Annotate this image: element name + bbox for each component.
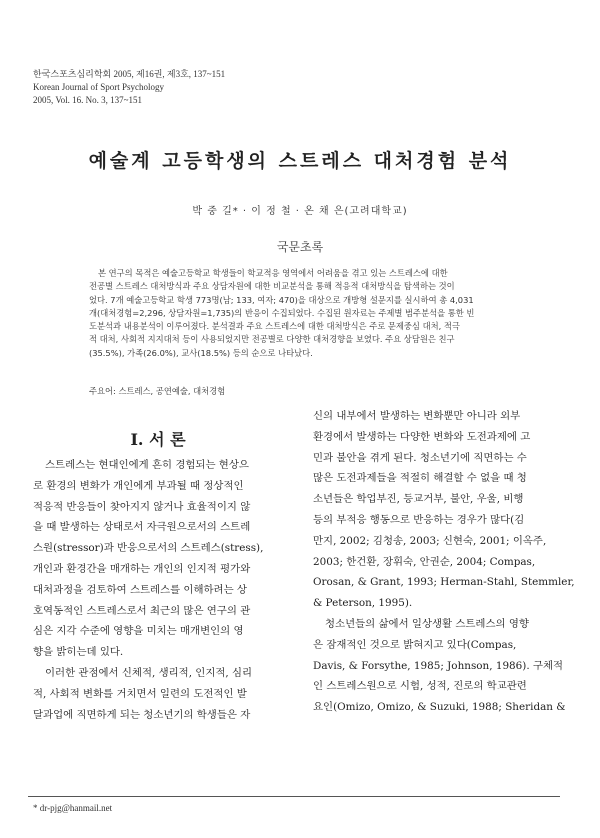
body-line: 환경에서 발생하는 다양한 변화와 도전과제에 고 [313,430,531,443]
body-line: 심은 지각 수준에 영향을 미치는 매개변인의 영 [33,625,244,638]
journal-header-english: Korean Journal of Sport Psychology [33,82,164,92]
body-line: 호역동적인 스트레스로서 최근의 많은 연구의 관 [33,604,251,617]
journal-header [33,68,225,107]
keywords: 주요어: 스트레스, 공연예술, 대처경험 [89,386,226,396]
body-line: 요인(Omizo, Omizo, & Suzuki, 1988; Sheridan & [313,701,566,714]
body-line: 대처과정을 검토하여 스트레스를 이해하려는 상 [33,583,247,596]
body-line: & Peterson, 1995). [313,597,413,610]
body-line: 인 스트레스원으로 시험, 성적, 진로의 학교관련 [313,680,527,693]
footnote-email: * dr-pjg@hanmail.net [33,803,113,813]
abstract-line: 개(대처경험=2,296, 상담자원=1,735)의 반응이 수집되었다. 수집된 원자료는 주제별 범주분석을 통한 빈 [89,307,475,318]
abstract-line: (35.5%), 가족(26.0%), 교사(18.5%) 등의 순으로 나타났다. [89,347,313,358]
body-line: 2003; 한건환, 장휘숙, 안권순, 2004; Compas, [313,555,536,568]
abstract-line: 었다. 7개 예술고등학교 학생 773명(남; 133, 여자; 470)을 대상으로 개방형 설문지를 실시하여 총 4,031 [89,294,474,305]
abstract-line: 전공별 스트레스 대처방식과 주요 상담자원에 대한 비교분석을 통해 적응적 대처방식을 탐색하는 것이 [89,281,455,292]
body-line: 민과 불안을 겪게 된다. 청소년기에 직면하는 수 [313,451,527,464]
body-line: 많은 도전과제들을 적절히 해결할 수 없을 때 청 [313,472,527,485]
body-line: 청소년들의 삶에서 일상생활 스트레스의 영향 [325,617,529,630]
footnote-divider [28,796,560,797]
body-line: 스트레스는 현대인에게 흔히 경험되는 현상으 [45,459,249,471]
abstract-line: 본 연구의 목적은 예술고등학교 학생들이 학교적응 영역에서 어려움을 겪고 있는 스트레스에 대한 [98,268,448,278]
body-line: 스원(stressor)과 반응으로서의 스트레스(stress), [33,542,264,555]
body-line: 달과업에 직면하게 되는 청소년기의 학생들은 자 [33,708,251,721]
body-line: 적, 사회적 변화를 거치면서 일련의 도전적인 발 [33,687,247,700]
body-line: 적응적 반응들이 찾아지지 않거나 효율적이지 않 [33,500,251,513]
right-column-text [313,406,575,718]
paper-authors: 박 중 길* · 이 정 철 · 온 채 은(고려대학교) [192,206,408,217]
abstract-heading: 국문초록 [276,240,324,254]
journal-header-volume: 2005, Vol. 16. No. 3, 137~151 [33,95,143,105]
body-line: Davis, & Forsythe, 1985; Johnson, 1986). 구체적 [313,659,564,672]
body-line: 이러한 관점에서 신체적, 생리적, 인지적, 심리 [45,666,253,679]
section-heading-introduction: I. 서 론 [130,430,186,449]
body-line: 만지, 2002; 김청송, 2003; 신현숙, 2001; 이옥주, [313,534,547,547]
body-line: 로 환경의 변화가 개인에게 부과될 때 정상적인 [33,479,244,492]
body-line: 을 때 발생하는 상태로서 자극원으로서의 스트레 [33,521,251,534]
left-column-text [33,455,295,725]
abstract-body [89,267,515,360]
body-line: 은 잠재적인 것으로 밝혀지고 있다(Compas, [313,638,517,651]
abstract-line: 적 대처, 사회적 지지대처 등이 사용되었지만 전공별로 다양한 대처경향을 보였다. 주요 상담원은 친구 [89,334,455,345]
body-line: 소년들은 학업부진, 등교거부, 불안, 우울, 비행 [313,493,524,506]
body-line: Orosan, & Grant, 1993; Herman-Stahl, Stemmler, [313,576,575,589]
journal-header-korean: 한국스포츠심리학회 2005, 제16권, 제3호, 137~151 [33,69,226,79]
body-line: 등의 부적응 행동으로 반응하는 경우가 많다(김 [313,513,525,526]
body-line: 신의 내부에서 발생하는 변화뿐만 아니라 외부 [313,410,521,422]
paper-title: 예술계 고등학생의 스트레스 대처경험 분석 [88,150,512,172]
body-line: 향을 밝히는데 있다. [33,646,124,659]
abstract-line: 도분석과 내용분석이 이루어졌다. 분석결과 주요 스트레스에 대한 대처방식은 주로 문제중심 대처, 적극 [89,321,460,332]
body-line: 개인과 환경간을 매개하는 개인의 인지적 평가와 [33,562,251,575]
